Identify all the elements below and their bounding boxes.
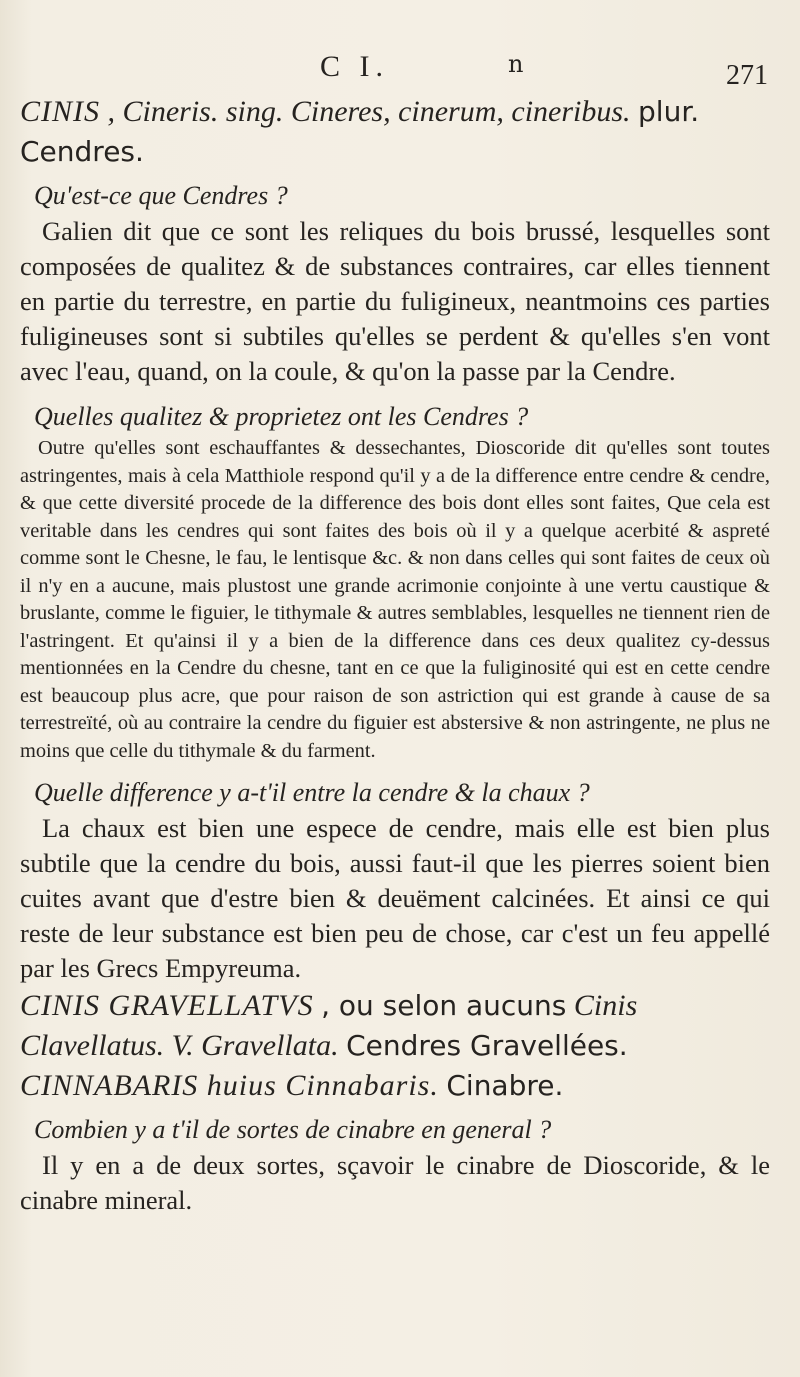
french-translation: Cinabre. — [446, 1069, 564, 1102]
headword: CINIS GRAVELLATVS — [20, 989, 314, 1022]
entry-heading-cinnabaris — [20, 1066, 770, 1106]
headword-connector: , ou selon aucuns — [321, 989, 567, 1022]
answer-paragraph: Il y en a de deux sortes, sçavoir le cinabre de Dioscoride, & le cinabre mineral. — [20, 1150, 770, 1215]
question-heading: Combien y a t'il de sortes de cinabre en general ? — [34, 1115, 552, 1144]
question-heading: Quelles qualitez & proprietez ont les Cendres ? — [34, 402, 529, 431]
answer-paragraph: La chaux est bien une espece de cendre, mais elle est bien plus subtile que la cendre du bois, aussi faut-il que les pierres soient bien cuites avant que d'estre bien & deuëment calcinées. Et ainsi ce qui reste de leur substance est bien peu de chose, car c'est un feu appellé par les Grecs Empyreuma. — [20, 813, 770, 983]
headword: CINNABARIS huius Cinnabaris. — [20, 1069, 439, 1102]
headword: CINIS — [20, 95, 100, 128]
entry-heading-cinis — [20, 92, 770, 172]
running-head: C I. — [320, 50, 389, 83]
entry-heading-gravelatus — [20, 986, 770, 1066]
answer-paragraph: Outre qu'elles sont eschauffantes & dessechantes, Dioscoride dit qu'elles sont toutes astringentes, mais à cela Matthiole respond qu'il y a de la difference entre cendre & cendre, & que cette diversité procede de la difference des bois dont elles sont faites, Que cela est veritable dans les cendres qui sont faites des bois où il y a quelque acerbité & aspreté comme sont le Chesne, le fau, le lentisque &c. & non dans celles qui sont faites de ceux où il n'y en a aucune, mais plustost une grande acrimonie conjointe à une vertu caustique & bruslante, comme le figuier, le tithymale & autres semblables, lesquelles ne tiennent rien de l'astringent. Et qu'ainsi il y a bien de la difference dans ces deux qualitez cy-dessus mentionnées en la Cendre du chesne, tant en ce que la fuliginosité qui est en cette cendre est beaucoup plus acre, que pour raison de son astriction qui est grande à cause de sa terrestreïté, où au contraire la cendre du figuier est abstersive & non astringente, ne plus ne moins que celle du tithymale & du farment. — [20, 437, 770, 762]
cross-reference: V. Gravellata. — [171, 1029, 339, 1062]
text-body — [20, 92, 770, 1218]
latin-forms: , Cineris. sing. Cineres, cinerum, cineribus. — [107, 95, 631, 128]
question-heading: Qu'est-ce que Cendres ? — [34, 181, 288, 210]
latin-forms: Cinis Clavellatus. — [20, 989, 638, 1062]
question-heading: Quelle difference y a-t'il entre la cendre & la chaux ? — [34, 778, 590, 807]
french-translation: plur. Cendres. — [20, 95, 700, 168]
french-translation: Cendres Gravellées. — [346, 1029, 628, 1062]
page-header — [0, 50, 800, 90]
answer-paragraph: Galien dit que ce sont les reliques du bois brussé, lesquelles sont composées de qualitez & de substances contraires, car elles tiennent en partie du terrestre, en partie du fuligineux, neantmoins ces parties fuligineuses sont si subtiles qu'elles se perdent & qu'elles s'en vont avec l'eau, quand, on la coule, & qu'on la passe par la Cendre. — [20, 216, 770, 386]
page-number: 271 — [726, 60, 768, 91]
signature-mark: n — [508, 50, 524, 78]
